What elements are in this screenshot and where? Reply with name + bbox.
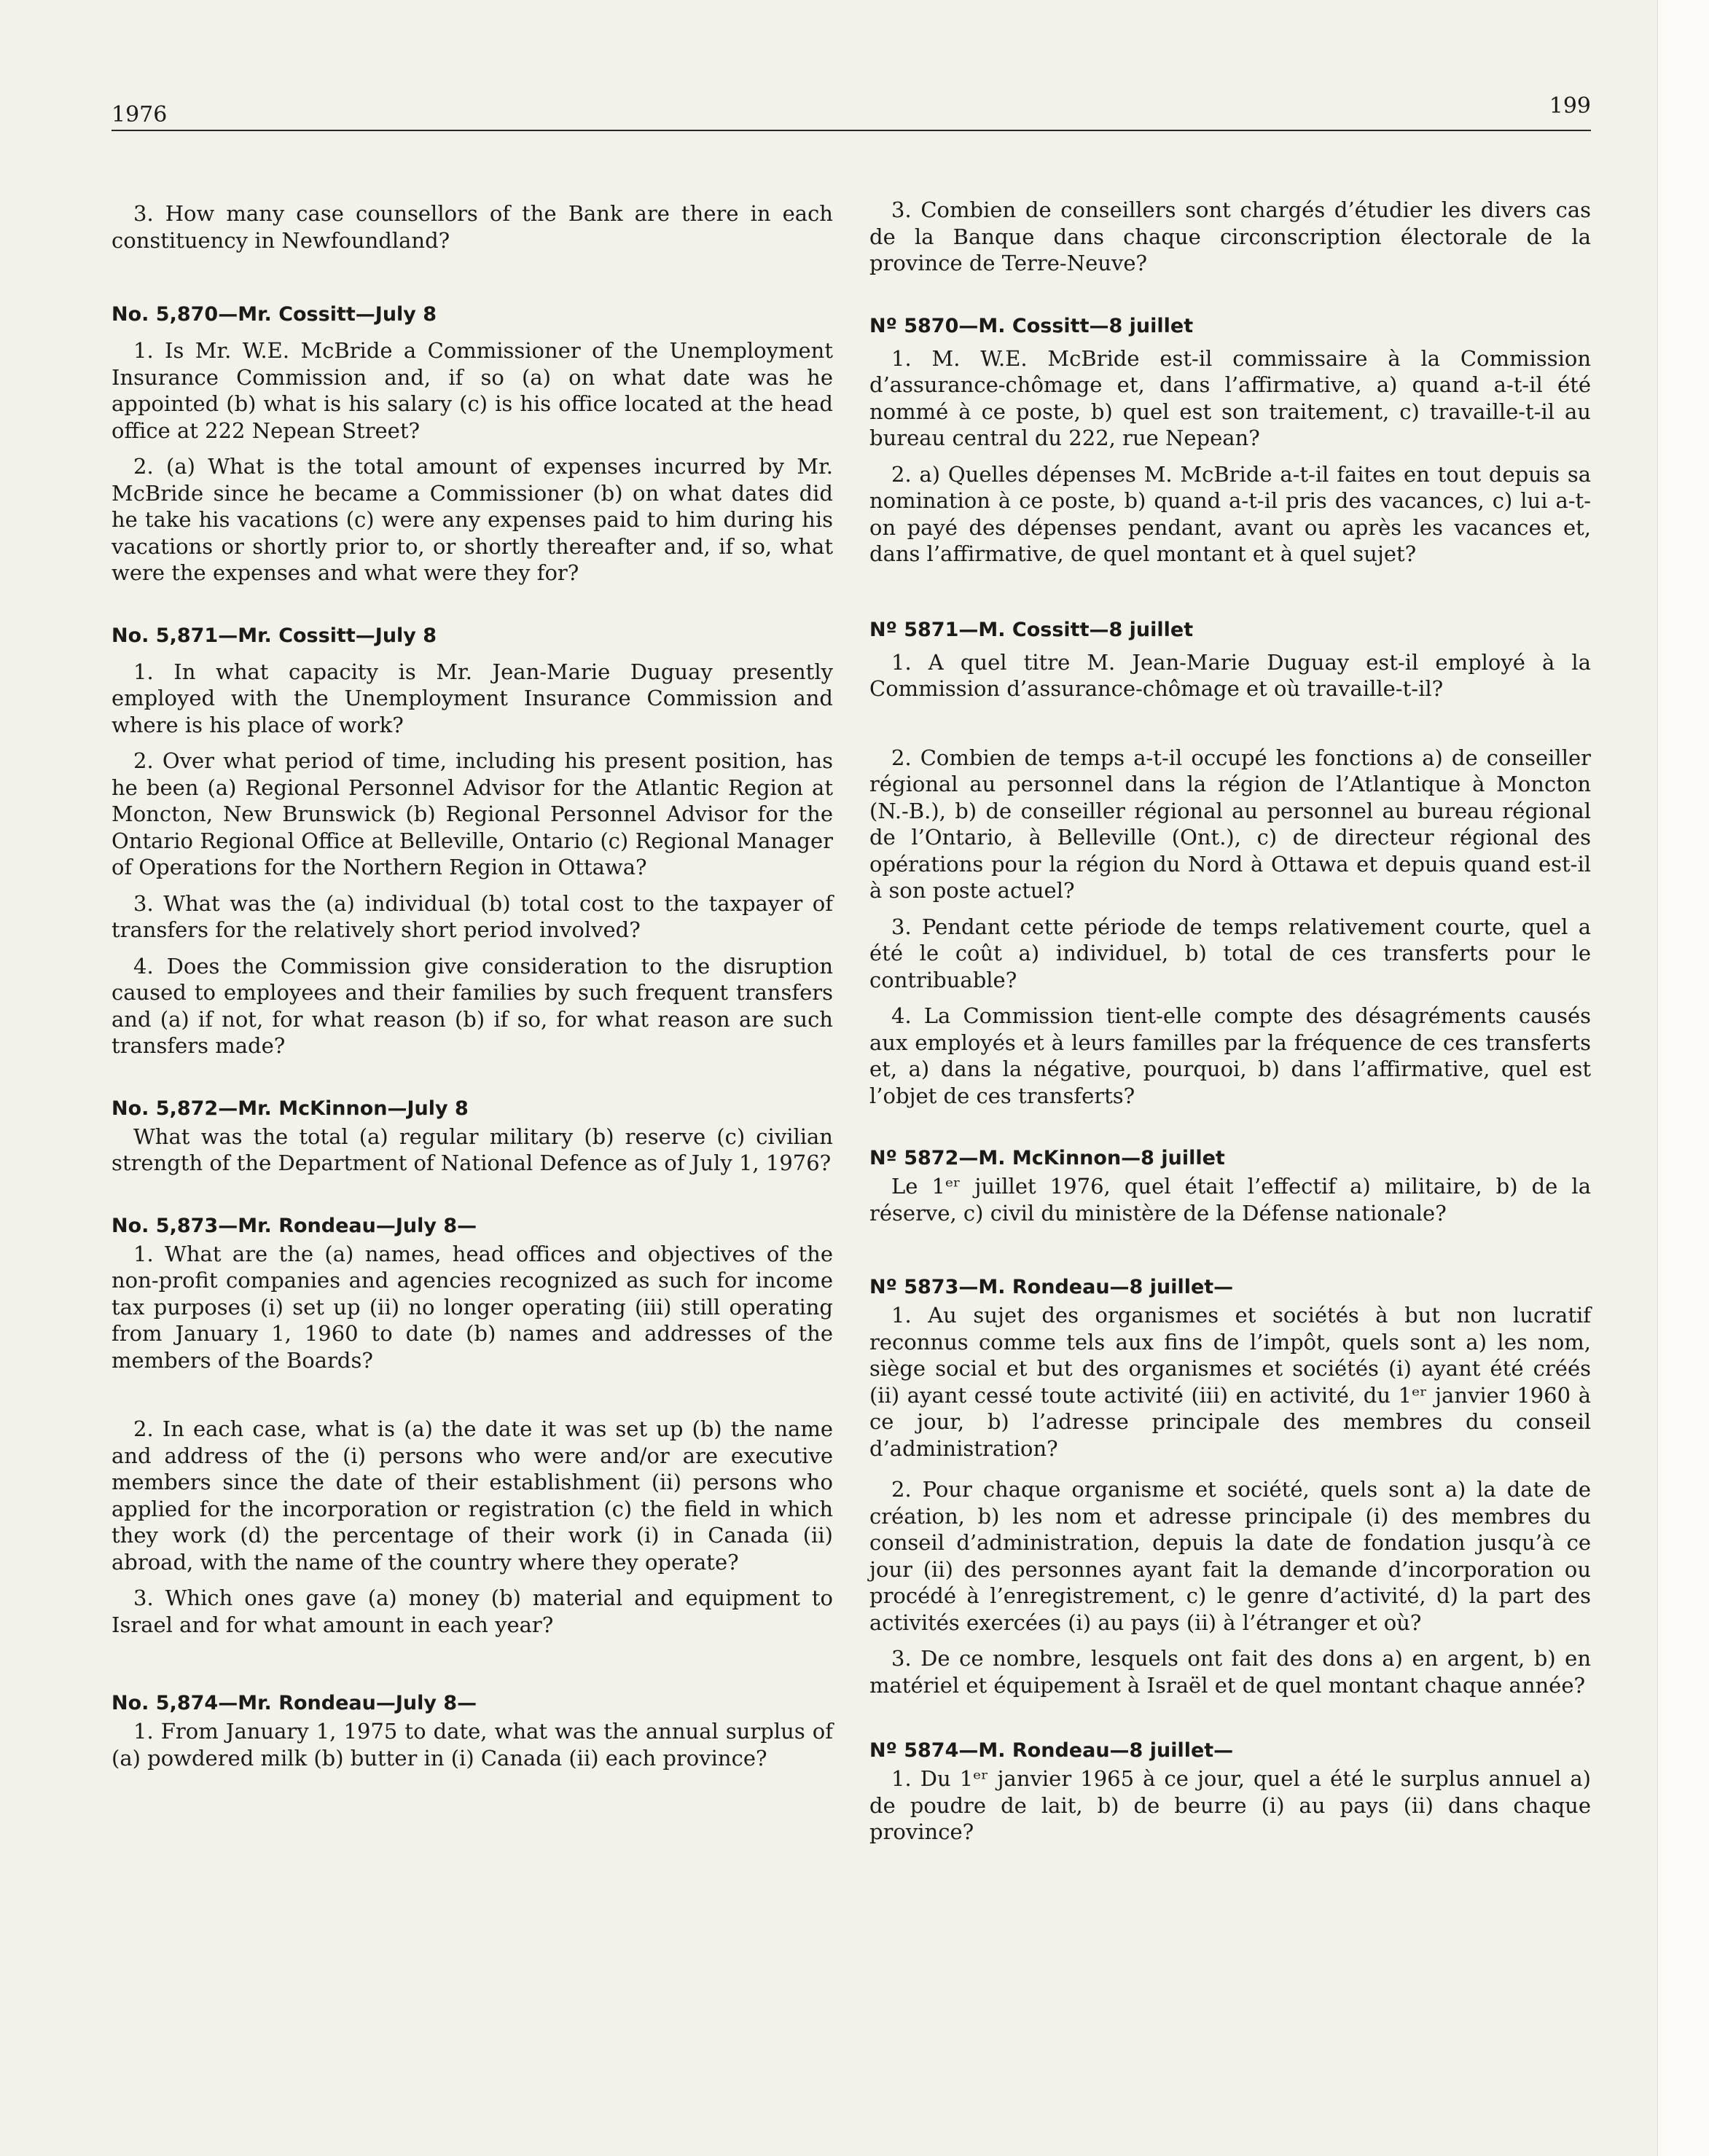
french-paragraph: 4. La Commission tient-elle compte des désagréments causés aux employés et à leurs familles par la fréquence de ces transferts et, a) dans la négative, pourquoi, b) dans l’affirmative, quel est l’objet de ces transferts?: [869, 1003, 1591, 1108]
french-question-3: 3. Combien de conseillers sont chargés d’étudier les divers cas de la Banque dans chaque circonscription électorale de la province de Terre-Neuve?: [869, 197, 1591, 275]
french-paragraph: 3. De ce nombre, lesquels ont fait des dons a) en argent, b) en matériel et équipement à Israël et de quel montant chaque année?: [869, 1646, 1591, 1698]
english-paragraph: 1. From January 1, 1975 to date, what was the annual surplus of (a) powdered milk (b) butter in (i) Canada (ii) each province?: [112, 1719, 833, 1771]
french-paragraph: 1. Au sujet des organismes et sociétés à but non lucratif reconnus comme tels aux fins de l’impôt, quels sont a) les nom, siège social et but des organismes et sociétés (i) ayant été créés (ii) ayant cessé toute activité (iii) en activité, du 1ᵉʳ janvier 1960 à ce jour, b) l’adresse principale des membres du conseil d’administration?: [869, 1303, 1591, 1461]
french-paragraph: 1. Du 1ᵉʳ janvier 1965 à ce jour, quel a été le surplus annuel a) de poudre de lait, b) de beurre (i) au pays (ii) dans chaque province?: [869, 1766, 1591, 1844]
english-paragraph: 2. Over what period of time, including his present position, has he been (a) Regional Personnel Advisor for the Atlantic Region at Moncton, New Brunswick (b) Regional Personnel Advisor for the Ontario Regional Office at Belleville, Ontario (c) Regional Manager of Operations for the Northern Region in Ottawa?: [112, 748, 833, 879]
english-paragraph: 1. What are the (a) names, head offices and objectives of the non-profit companies and agencies recognized as such for income tax purposes (i) set up (ii) no longer operating (iii) still operating from January 1, 1960 to date (b) names and addresses of the members of the Boards?: [112, 1241, 833, 1373]
french-heading-5873: Nº 5873—M. Rondeau—8 juillet—: [869, 1276, 1234, 1298]
page-header: [112, 93, 1591, 130]
english-paragraph: 4. Does the Commission give consideration to the disruption caused to employees and their families by such frequent transfers and (a) if not, for what reason (b) if so, for what reason are such transfers made?: [112, 953, 833, 1058]
french-heading-5874: Nº 5874—M. Rondeau—8 juillet—: [869, 1739, 1234, 1762]
french-paragraph: 2. a) Quelles dépenses M. McBride a-t-il faites en tout depuis sa nomination à ce poste, b) quand a-t-il pris des vacances, c) lui a-t-on payé des dépenses pendant, avant ou après les vacances et, dans l’affirmative, de quel montant et à quel sujet?: [869, 461, 1591, 566]
english-heading-5871: No. 5,871—Mr. Cossitt—July 8: [112, 624, 437, 647]
english-heading-5870: No. 5,870—Mr. Cossitt—July 8: [112, 303, 437, 326]
page-edge: [1657, 0, 1709, 2156]
english-paragraph: 1. In what capacity is Mr. Jean-Marie Duguay presently employed with the Unemployment Insurance Commission and where is his place of work?: [112, 659, 833, 737]
english-column: [112, 197, 833, 1771]
french-paragraph: 2. Pour chaque organisme et société, quels sont a) la date de création, b) les nom et adresse principale (i) des membres du conseil d’administration, depuis la date de fondation jusqu’à ce jour (ii) des personnes ayant fait la demande d’incorporation ou procédé à l’enregistrement, c) le genre d’activité, d) la part des activités exercées (i) au pays (ii) à l’étranger et où?: [869, 1477, 1591, 1635]
english-question-3: 3. How many case counsellors of the Bank are there in each constituency in Newfoundland?: [112, 201, 833, 253]
french-paragraph: 3. Pendant cette période de temps relativement courte, quel a été le coût a) individuel, b) total de ces transferts pour le contribuable?: [869, 914, 1591, 992]
french-paragraph: 2. Combien de temps a-t-il occupé les fonctions a) de conseiller régional au personnel dans la région de l’Atlantique à Moncton (N.-B.), b) de conseiller régional au personnel au bureau régional de l’Ontario, à Belleville (Ont.), c) de directeur régional des opérations pour la région du Nord à Ottawa et depuis quand est-il à son poste actuel?: [869, 745, 1591, 903]
english-paragraph: 3. What was the (a) individual (b) total cost to the taxpayer of transfers for the relatively short period involved?: [112, 890, 833, 942]
english-paragraph: What was the total (a) regular military (b) reserve (c) civilian strength of the Department of National Defence as of July 1, 1976?: [112, 1124, 833, 1175]
english-heading-5874: No. 5,874—Mr. Rondeau—July 8—: [112, 1692, 477, 1714]
header-rule: [112, 130, 1591, 131]
english-heading-5873: No. 5,873—Mr. Rondeau—July 8—: [112, 1214, 477, 1237]
page-number: 199: [1549, 93, 1591, 119]
english-paragraph: 2. (a) What is the total amount of expenses incurred by Mr. McBride since he became a Commissioner (b) on what dates did he take his vacations (c) were any expenses paid to him during his vacations or shortly prior to, or shortly thereafter and, if so, what were the expenses and what were they for?: [112, 454, 833, 585]
english-paragraph: 3. Which ones gave (a) money (b) material and equipment to Israel and for what amount in each year?: [112, 1585, 833, 1637]
french-heading-5871: Nº 5871—M. Cossitt—8 juillet: [869, 618, 1194, 641]
english-paragraph: 1. Is Mr. W.E. McBride a Commissioner of the Unemployment Insurance Commission and, if so (a) on what date was he appointed (b) what is his salary (c) is his office located at the head office at 222 Nepean Street?: [112, 338, 833, 443]
english-paragraph: 2. In each case, what is (a) the date it was set up (b) the name and address of the (i) persons who were and/or are executive members since the date of their establishment (ii) persons who applied for the incorporation or registration (c) the field in which they work (d) the percentage of their work (i) in Canada (ii) abroad, with the name of the country where they operate?: [112, 1416, 833, 1575]
french-heading-5872: Nº 5872—M. McKinnon—8 juillet: [869, 1147, 1225, 1169]
french-column: [869, 197, 1591, 1846]
page-year: 1976: [112, 102, 168, 128]
english-heading-5872: No. 5,872—Mr. McKinnon—July 8: [112, 1097, 469, 1120]
french-heading-5870: Nº 5870—M. Cossitt—8 juillet: [869, 314, 1194, 337]
french-paragraph: 1. M. W.E. McBride est-il commissaire à la Commission d’assurance-chômage et, dans l’affirmative, a) quand a-t-il été nommé à ce poste, b) quel est son traitement, c) travaille-t-il au bureau central du 222, rue Nepean?: [869, 345, 1591, 450]
french-paragraph: Le 1ᵉʳ juillet 1976, quel était l’effectif a) militaire, b) de la réserve, c) civil du ministère de la Défense nationale?: [869, 1174, 1591, 1226]
french-paragraph: 1. A quel titre M. Jean-Marie Duguay est-il employé à la Commission d’assurance-chômage et où travaille-t-il?: [869, 649, 1591, 701]
